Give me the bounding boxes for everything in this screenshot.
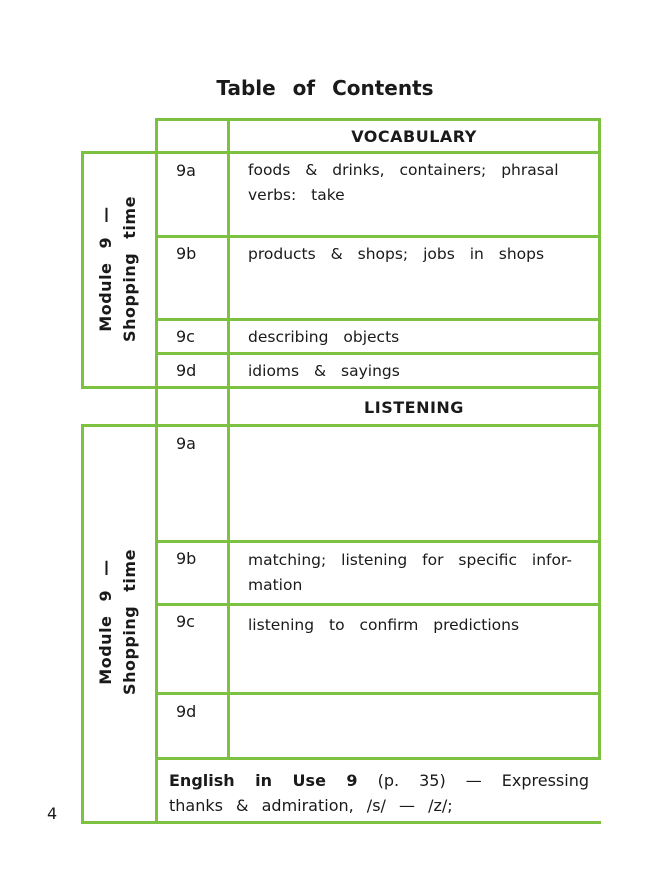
grid-line: [155, 757, 601, 760]
grid-line: [155, 603, 601, 606]
row-text-line: foods & drinks, containers; phrasal: [248, 161, 559, 179]
row-text-line: matching; listening for specific infor-: [248, 551, 572, 569]
grid-line: [81, 424, 84, 824]
row-text-line: mation: [248, 576, 303, 594]
grid-line: [81, 386, 601, 389]
grid-line: [155, 118, 158, 824]
grid-line: [155, 118, 601, 121]
row-text: [248, 359, 400, 384]
vocabulary-heading: VOCABULARY: [351, 127, 477, 146]
english-in-use-title: English in Use 9: [169, 771, 358, 790]
grid-line: [155, 318, 601, 321]
grid-line: [81, 151, 601, 154]
row-text-line: idioms & sayings: [248, 362, 400, 380]
grid-line: [155, 352, 601, 355]
grid-line: [155, 235, 601, 238]
page-title: Table of Contents: [216, 76, 434, 100]
row-code: 9b: [176, 549, 197, 568]
row-code: 9a: [176, 161, 196, 180]
row-code: 9d: [176, 361, 197, 380]
row-text: [248, 325, 399, 350]
english-in-use-text: (p. 35) — Expressing thanks & admiration, /s/ — /z/;: [169, 771, 589, 815]
grid-line: [155, 692, 601, 695]
row-code: 9a: [176, 434, 196, 453]
module-label-line: Shopping time: [120, 549, 139, 695]
english-in-use-entry: [169, 768, 589, 818]
row-text: [248, 158, 559, 208]
module-label-line: Module 9 —: [96, 206, 115, 332]
row-text-line: describing objects: [248, 328, 400, 346]
row-text: [248, 548, 572, 598]
module-label-line: Shopping time: [120, 196, 139, 342]
page-number: 4: [47, 804, 58, 823]
grid-line: [81, 424, 601, 427]
row-code: 9b: [176, 244, 197, 263]
module-label-line: Module 9 —: [96, 559, 115, 685]
grid-line: [155, 540, 601, 543]
row-code: 9d: [176, 702, 197, 721]
listening-heading: LISTENING: [364, 398, 464, 417]
row-text-line: products & shops; jobs in shops: [248, 245, 545, 263]
row-code: 9c: [176, 612, 195, 631]
row-text: [248, 242, 544, 267]
grid-line: [81, 821, 601, 824]
grid-line: [227, 118, 230, 760]
row-text-line: listening to confirm predictions: [248, 616, 520, 634]
grid-line: [598, 118, 601, 760]
grid-line: [81, 151, 84, 389]
row-code: 9c: [176, 327, 195, 346]
row-text: [248, 613, 519, 638]
row-text-line: verbs: take: [248, 186, 345, 204]
